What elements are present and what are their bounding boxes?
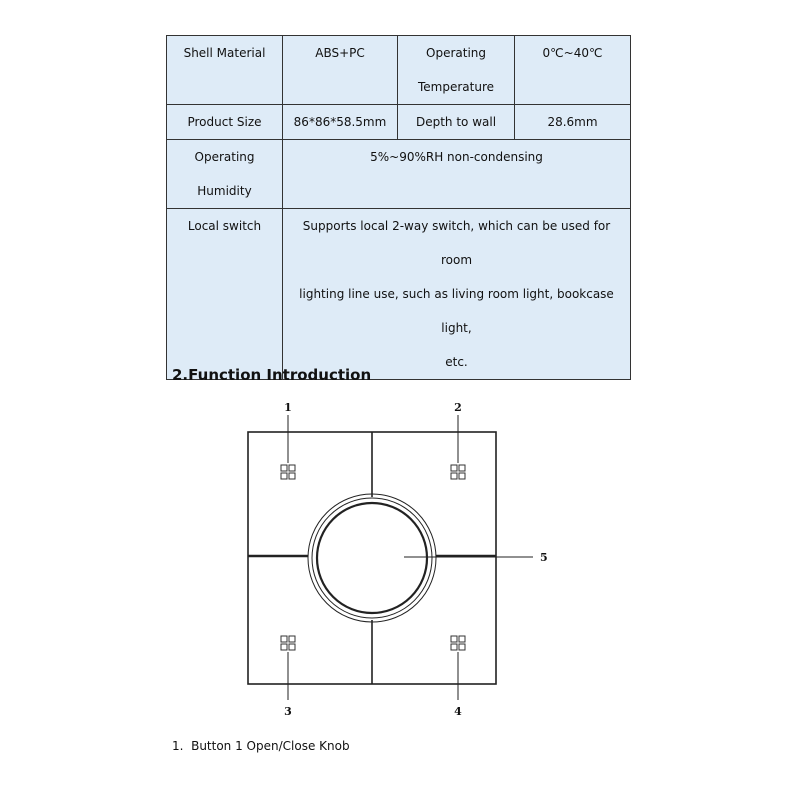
- spec-value-shell-material: ABS+PC: [283, 36, 398, 105]
- callout-number-5: 5: [540, 551, 548, 564]
- spec-label-shell-material: Shell Material: [167, 36, 283, 105]
- spec-label-local-switch: Local switch: [167, 209, 283, 380]
- button-1-icon: [281, 465, 295, 479]
- button-4-icon: [451, 636, 465, 650]
- section-title: 2.Function Introduction: [172, 366, 372, 384]
- list-text: Button 1 Open/Close Knob: [191, 739, 350, 753]
- spec-label-product-size: Product Size: [167, 105, 283, 140]
- spec-label-depth-to-wall: Depth to wall: [398, 105, 515, 140]
- spec-value-operating-temperature: 0℃~40℃: [515, 36, 631, 105]
- callout-number-3: 3: [284, 705, 292, 718]
- knob-inner-ring: [317, 503, 427, 613]
- spec-label-operating-humidity: Operating Humidity: [167, 140, 283, 209]
- spec-value-operating-humidity: 5%~90%RH non-condensing: [283, 140, 631, 209]
- spec-value-local-switch: Supports local 2-way switch, which can be used for room lighting line use, such as living room light, bookcase light, etc.: [283, 209, 631, 380]
- button-3-icon: [281, 636, 295, 650]
- knob-outer-ring: [308, 494, 436, 622]
- list-marker: 1.: [172, 739, 184, 753]
- list-item: [172, 737, 350, 755]
- callout-number-2: 2: [454, 401, 462, 414]
- knob-ring: [312, 498, 432, 618]
- callout-number-1: 1: [284, 401, 292, 414]
- button-2-icon: [451, 465, 465, 479]
- spec-label-operating-temperature: Operating Temperature: [398, 36, 515, 105]
- callout-number-4: 4: [454, 705, 462, 718]
- spec-value-depth-to-wall: 28.6mm: [515, 105, 631, 140]
- spec-value-product-size: 86*86*58.5mm: [283, 105, 398, 140]
